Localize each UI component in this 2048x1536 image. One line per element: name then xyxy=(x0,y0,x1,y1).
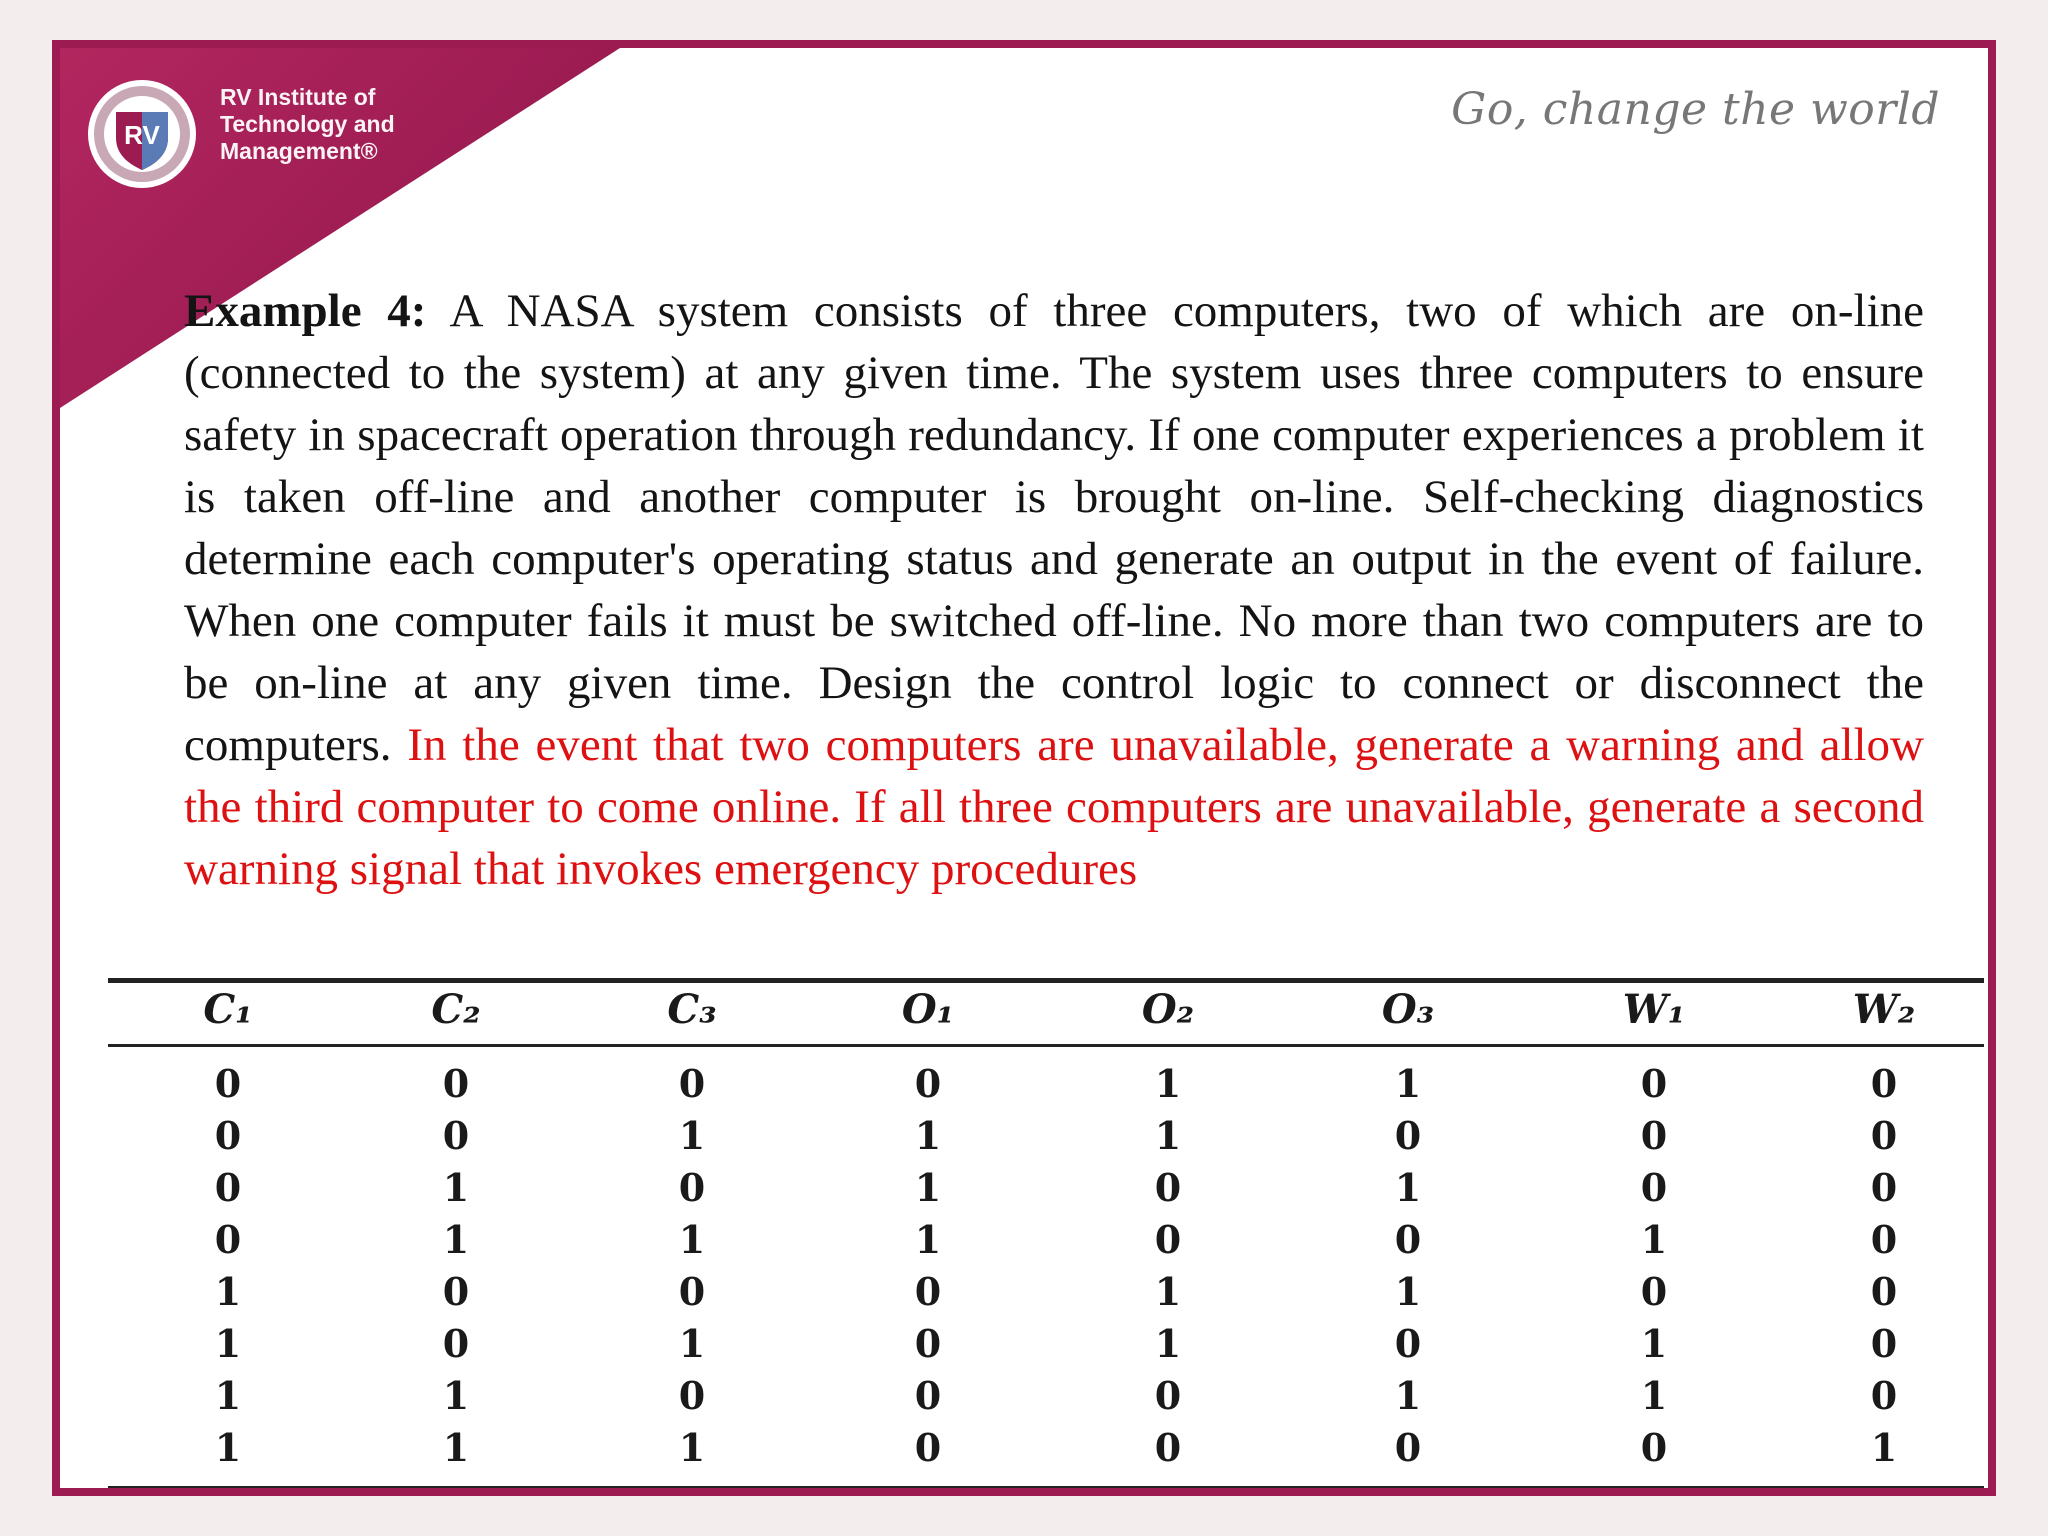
table-cell: 1 xyxy=(678,1113,706,1158)
table-cell: 0 xyxy=(214,1061,242,1106)
table-cell: 1 xyxy=(1394,1269,1422,1314)
table-cell: 1 xyxy=(1394,1165,1422,1210)
table-cell: 0 xyxy=(678,1165,706,1210)
table-cell: 1 xyxy=(214,1373,242,1418)
table-cell: 0 xyxy=(442,1269,470,1314)
table-cell: 0 xyxy=(1870,1269,1898,1314)
table-header-row xyxy=(108,986,1984,1034)
table-row xyxy=(108,1112,1984,1160)
table-cell: 0 xyxy=(678,1061,706,1106)
table-cell: 1 xyxy=(214,1321,242,1366)
table-cell: 1 xyxy=(442,1373,470,1418)
table-cell: 1 xyxy=(214,1269,242,1314)
table-cell: 1 xyxy=(678,1425,706,1470)
table-row xyxy=(108,1164,1984,1212)
table-cell: 1 xyxy=(914,1113,942,1158)
table-cell: 0 xyxy=(442,1113,470,1158)
table-cell: 0 xyxy=(214,1217,242,1262)
table-row xyxy=(108,1268,1984,1316)
table-cell: 1 xyxy=(214,1425,242,1470)
table-cell: 0 xyxy=(678,1269,706,1314)
table-top-rule xyxy=(108,978,1984,983)
table-cell: 0 xyxy=(214,1165,242,1210)
table-cell: 0 xyxy=(1870,1165,1898,1210)
table-cell: 1 xyxy=(678,1321,706,1366)
institute-logo-icon xyxy=(86,78,198,190)
table-cell: 0 xyxy=(1870,1217,1898,1262)
table-row xyxy=(108,1372,1984,1420)
table-cell: 0 xyxy=(442,1321,470,1366)
table-cell: 1 xyxy=(1154,1321,1182,1366)
problem-statement xyxy=(184,280,1924,900)
table-cell: 1 xyxy=(442,1425,470,1470)
table-cell: 0 xyxy=(1154,1217,1182,1262)
table-cell: 1 xyxy=(1394,1061,1422,1106)
table-cell: 0 xyxy=(1394,1425,1422,1470)
table-cell: 1 xyxy=(1870,1425,1898,1470)
table-cell: 0 xyxy=(914,1373,942,1418)
table-header-rule xyxy=(108,1044,1984,1047)
table-cell: 1 xyxy=(1640,1321,1668,1366)
table-bottom-rule xyxy=(108,1486,1984,1491)
table-cell: 1 xyxy=(442,1217,470,1262)
problem-highlight: In the event that two computers are unavailable, generate a warning and allow the third computer to come online. If all three computers are unavailable, generate a second warning signal that invokes emergency procedures xyxy=(184,719,1925,895)
table-cell: 1 xyxy=(442,1165,470,1210)
table-row xyxy=(108,1320,1984,1368)
table-cell: 1 xyxy=(1154,1269,1182,1314)
table-cell: 0 xyxy=(1154,1165,1182,1210)
header-c2: C₂ xyxy=(431,986,481,1033)
table-cell: 0 xyxy=(914,1269,942,1314)
table-cell: 1 xyxy=(678,1217,706,1262)
header-o3: O₃ xyxy=(1381,986,1435,1033)
table-cell: 0 xyxy=(1154,1373,1182,1418)
table-cell: 0 xyxy=(1394,1217,1422,1262)
header-w1: W₁ xyxy=(1622,986,1686,1033)
header-w2: W₂ xyxy=(1852,986,1916,1033)
table-cell: 1 xyxy=(1154,1061,1182,1106)
table-cell: 0 xyxy=(1154,1425,1182,1470)
table-cell: 0 xyxy=(1394,1113,1422,1158)
table-row xyxy=(108,1216,1984,1264)
table-cell: 1 xyxy=(914,1217,942,1262)
table-cell: 0 xyxy=(1870,1061,1898,1106)
logo-text: RV xyxy=(124,120,160,150)
table-cell: 1 xyxy=(1640,1373,1668,1418)
table-cell: 1 xyxy=(914,1165,942,1210)
tagline: Go, change the world xyxy=(1451,84,1940,135)
header-c3: C₃ xyxy=(667,986,717,1033)
truth-table xyxy=(108,970,1984,1492)
institution-name: RV Institute of Technology and Management® xyxy=(220,84,395,164)
slide xyxy=(52,40,1996,1496)
example-heading: Example 4: xyxy=(184,285,427,337)
header-c1: C₁ xyxy=(203,986,253,1033)
header-o1: O₁ xyxy=(901,986,955,1033)
table-cell: 0 xyxy=(1870,1321,1898,1366)
table-cell: 1 xyxy=(1394,1373,1422,1418)
table-cell: 1 xyxy=(1640,1217,1668,1262)
table-cell: 0 xyxy=(1640,1061,1668,1106)
table-row xyxy=(108,1060,1984,1108)
table-cell: 0 xyxy=(442,1061,470,1106)
table-cell: 1 xyxy=(1154,1113,1182,1158)
table-cell: 0 xyxy=(914,1425,942,1470)
table-cell: 0 xyxy=(1870,1113,1898,1158)
table-cell: 0 xyxy=(214,1113,242,1158)
table-cell: 0 xyxy=(1640,1113,1668,1158)
table-cell: 0 xyxy=(914,1061,942,1106)
table-cell: 0 xyxy=(1640,1165,1668,1210)
table-cell: 0 xyxy=(914,1321,942,1366)
table-cell: 0 xyxy=(1640,1425,1668,1470)
table-row xyxy=(108,1424,1984,1472)
problem-body: A NASA system consists of three computers, two of which are on-line (connected to the system) at any given time. The system uses three computers to ensure safety in spacecraft operation through redundancy. If one computer experiences a problem it is taken off-line and another computer is brought on-line. Self-checking diagnostics determine each computer's operating status and generate an output in the event of failure. When one computer fails it must be switched off-line. No more than two computers are to be on-line at any given time. Design the control logic to connect or disconnect the computers. xyxy=(184,285,1924,771)
table-cell: 0 xyxy=(1870,1373,1898,1418)
table-cell: 0 xyxy=(678,1373,706,1418)
header-o2: O₂ xyxy=(1141,986,1195,1033)
table-cell: 0 xyxy=(1640,1269,1668,1314)
table-cell: 0 xyxy=(1394,1321,1422,1366)
